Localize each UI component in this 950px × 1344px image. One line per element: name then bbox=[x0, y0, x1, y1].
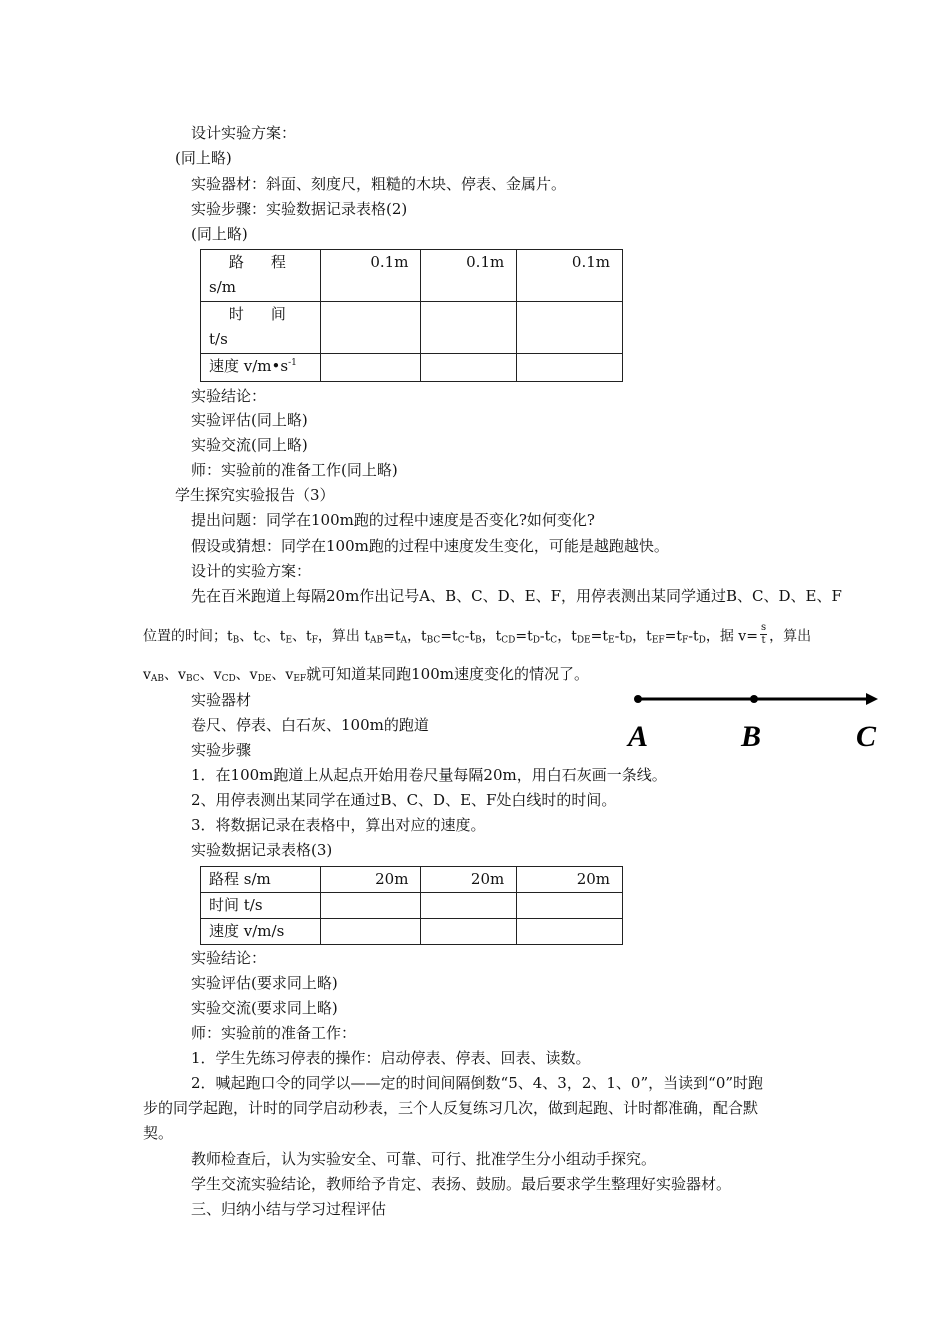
table-row bbox=[201, 867, 623, 893]
table-cell bbox=[517, 302, 623, 354]
text-line: 设计的实验方案： bbox=[191, 562, 312, 580]
formula-line: $v_{AB}$、$v_{BC}$、$v_{CD}$、$v_{DE}$、$v_{EF}$就可知道某同跑100m速度变化的情况了。 bbox=[143, 665, 589, 684]
text-line: 2、用停表测出某同学在通过B、C、D、E、F处白线时的时间。 bbox=[191, 791, 617, 809]
arrow-head bbox=[866, 693, 878, 705]
table-cell bbox=[201, 302, 321, 354]
section-heading: 三、归纳小结与学习过程评估 bbox=[191, 1200, 387, 1218]
text-line: 实验结论： bbox=[191, 387, 267, 405]
text-line: 假设或猜想：同学在100m跑的过程中速度发生变化，可能是越跑越快。 bbox=[191, 537, 669, 555]
text-line: 实验评估(要求同上略) bbox=[191, 974, 338, 992]
text-line: 1．学生先练习停表的操作：启动停表、停表、回表、读数。 bbox=[191, 1049, 591, 1067]
table-cell: 20m bbox=[320, 867, 421, 893]
table-cell bbox=[517, 919, 623, 945]
table-cell bbox=[320, 919, 421, 945]
label-c: C bbox=[856, 720, 877, 753]
text-line: (同上略) bbox=[191, 225, 248, 243]
text-line: 实验器材：斜面、刻度尺，粗糙的木块、停表、金属片。 bbox=[191, 175, 567, 193]
table-row bbox=[201, 919, 623, 945]
text-line: 提出问题：同学在100m跑的过程中速度是否变化?如何变化? bbox=[191, 511, 595, 529]
text-line: 实验交流(要求同上略) bbox=[191, 999, 338, 1017]
track-diagram bbox=[628, 688, 880, 753]
text-line: 实验数据记录表格(3) bbox=[191, 841, 333, 859]
row-unit: s/m bbox=[209, 278, 236, 296]
row-label: 时 间 bbox=[228, 305, 292, 323]
table-cell: 20m bbox=[421, 867, 517, 893]
table-cell bbox=[320, 354, 421, 382]
table-row bbox=[201, 302, 623, 354]
table-cell: 0.1m bbox=[421, 250, 517, 302]
label-b: B bbox=[741, 720, 762, 753]
table-cell bbox=[421, 893, 517, 919]
data-table-2 bbox=[200, 249, 623, 382]
text-line: 契。 bbox=[143, 1124, 174, 1142]
table-cell bbox=[320, 893, 421, 919]
table-cell bbox=[517, 354, 623, 382]
table-cell bbox=[517, 893, 623, 919]
text-line: 步的同学起跑，计时的同学启动秒表，三个人反复练习几次，做到起跑、计时都准确，配合默 bbox=[143, 1099, 759, 1117]
text-line: 教师检查后，认为实验安全、可靠、可行、批准学生分小组动手探究。 bbox=[191, 1150, 657, 1168]
text-line: 实验评估(同上略) bbox=[191, 411, 308, 429]
row-label: 路 程 bbox=[228, 253, 292, 271]
formula-line: 位置的时间；$t_B$、$t_C$、$t_E$、$t_F$，算出 $t_{AB}=t_A$，$t_{BC}=t_C-t_B$，$t_{CD}=t_D-t_C$，$t_{DE}=t_E-t_D$，$t_{EF}=t_F-t_D$，据 v= $\frac{s}{t}$ ，算出 bbox=[143, 622, 812, 646]
row-unit: t/s bbox=[209, 330, 228, 348]
table-cell bbox=[421, 302, 517, 354]
table-row bbox=[201, 354, 623, 382]
text-line: 师：实验前的准备工作： bbox=[191, 1024, 357, 1042]
table-row bbox=[201, 250, 623, 302]
text-line: 实验交流(同上略) bbox=[191, 436, 308, 454]
label-a: A bbox=[628, 720, 649, 753]
fraction: $\frac{s}{t}$ bbox=[760, 622, 767, 646]
table-cell: 时间 t/s bbox=[201, 893, 321, 919]
text-line: 1．在100m跑道上从起点开始用卷尺量每隔20m，用白石灰画一条线。 bbox=[191, 766, 667, 784]
table-cell: 0.1m bbox=[517, 250, 623, 302]
point-b bbox=[750, 695, 758, 703]
row-label: 速度 v/m•s bbox=[209, 357, 289, 375]
text-line: 师：实验前的准备工作(同上略) bbox=[191, 461, 398, 479]
superscript: -1 bbox=[288, 358, 297, 368]
table-row bbox=[201, 893, 623, 919]
table-cell: 20m bbox=[517, 867, 623, 893]
text-line: 实验结论： bbox=[191, 949, 267, 967]
text-line: 设计实验方案： bbox=[191, 124, 297, 142]
text-line: 3．将数据记录在表格中，算出对应的速度。 bbox=[191, 816, 486, 834]
table-cell bbox=[421, 919, 517, 945]
text-line: 学生交流实验结论，教师给予肯定、表扬、鼓励。最后要求学生整理好实验器材。 bbox=[191, 1175, 732, 1193]
table-cell: 路程 s/m bbox=[201, 867, 321, 893]
data-table-3 bbox=[200, 866, 623, 945]
table-cell bbox=[201, 250, 321, 302]
text-line: (同上略) bbox=[175, 149, 232, 167]
text-line: 2．喊起跑口令的同学以——定的时间间隔倒数“5、4、3，2、1、0”，当读到“0”时跑 bbox=[191, 1074, 764, 1092]
table-cell bbox=[320, 302, 421, 354]
section-heading: 学生探究实验报告（3） bbox=[175, 486, 335, 504]
table-cell: 速度 v/m/s bbox=[201, 919, 321, 945]
table-cell bbox=[201, 354, 321, 382]
table-cell: 0.1m bbox=[320, 250, 421, 302]
table-cell bbox=[421, 354, 517, 382]
text-line: 实验器材 bbox=[191, 691, 252, 709]
text-line: 先在百米跑道上每隔20m作出记号A、B、C、D、E、F，用停表测出某同学通过B、C、D、E、F bbox=[191, 587, 842, 605]
text-line: 卷尺、停表、白石灰、100m的跑道 bbox=[191, 716, 429, 734]
point-a bbox=[634, 695, 642, 703]
text-line: 实验步骤：实验数据记录表格(2) bbox=[191, 200, 408, 218]
text-line: 实验步骤 bbox=[191, 741, 252, 759]
